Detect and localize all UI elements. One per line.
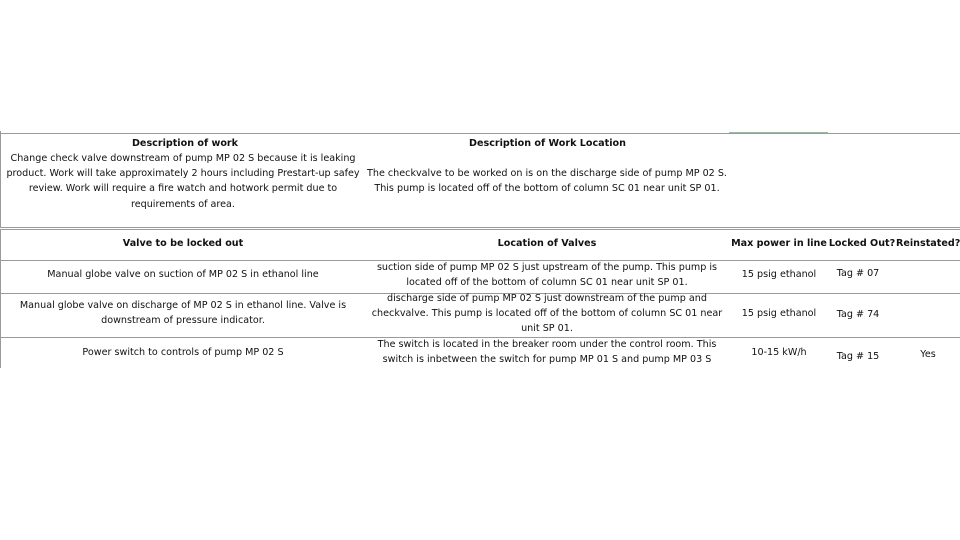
max-power-header: Max power in line	[731, 238, 827, 249]
table-row-1-location[interactable]: suction side of pump MP 02 S just upstream of the pump. This pump is located off of the bottom of column SC 01 near unit SP 01.	[376, 262, 718, 289]
description-of-work-header: Description of work	[131, 138, 239, 149]
grid-line	[0, 229, 1, 368]
table-row-3-locked-out[interactable]: Tag # 15	[836, 351, 880, 362]
table-row-3-reinstated[interactable]: Yes	[920, 349, 936, 360]
table-row-3-max-power[interactable]: 10-15 kW/h	[751, 347, 807, 358]
table-row-2-max-power[interactable]: 15 psig ethanol	[741, 308, 817, 319]
grid-line	[0, 227, 960, 228]
grid-line	[0, 131, 1, 227]
description-of-work-location-header: Description of Work Location	[469, 138, 626, 149]
table-row-2-location[interactable]: discharge side of pump MP 02 S just downstream of the pump and checkvalve. This pump is located off of the bottom of column SC 01 near unit SP 01.	[371, 293, 723, 335]
description-of-work-text[interactable]: Change check valve downstream of pump MP 02 S because it is leaking product. Work will take approximately 2 hours including Prestart-up safey review. Work will require a fire watch and hotwork permit due to requirements of area.	[6, 153, 360, 210]
location-of-valves-header: Location of Valves	[497, 238, 597, 249]
locked-out-header: Locked Out?	[828, 238, 896, 249]
reinstated-header: Reinstated?	[896, 238, 960, 249]
table-row-1-valve[interactable]: Manual globe valve on suction of MP 02 S in ethanol line	[47, 269, 319, 280]
table-row-3-location[interactable]: The switch is located in the breaker room under the control room. This switch is inbetween the switch for pump MP 01 S and pump MP 03 S	[377, 339, 717, 366]
grid-line	[0, 229, 960, 230]
grid-line	[0, 133, 960, 134]
table-row-2-valve[interactable]: Manual globe valve on discharge of MP 02 S in ethanol line. Valve is downstream of pressure indicator.	[19, 300, 347, 327]
table-row-2-locked-out[interactable]: Tag # 74	[836, 309, 880, 320]
work-location-text[interactable]: The checkvalve to be worked on is on the discharge side of pump MP 02 S. This pump is located off of the bottom of column SC 01 near unit SP 01.	[367, 168, 727, 195]
valve-to-be-locked-out-header: Valve to be locked out	[122, 238, 244, 249]
table-row-1-max-power[interactable]: 15 psig ethanol	[741, 269, 817, 280]
table-row-3-valve[interactable]: Power switch to controls of pump MP 02 S	[82, 347, 284, 358]
table-row-1-locked-out[interactable]: Tag # 07	[836, 268, 880, 279]
